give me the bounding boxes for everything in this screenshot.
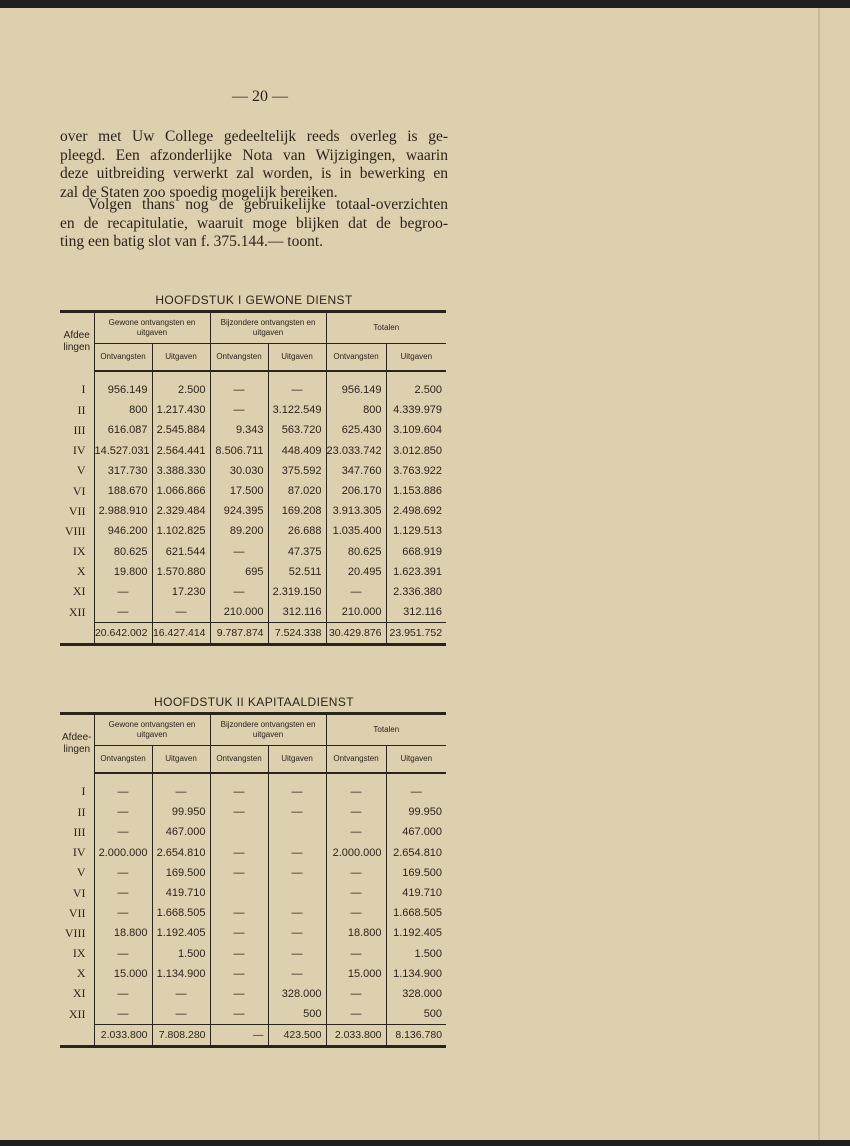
table-cell: 956.149 — [326, 371, 386, 400]
total-cell: 7.808.280 — [152, 1025, 210, 1047]
table-cell: 3.122.549 — [268, 400, 326, 420]
afdeeling-label: II — [77, 402, 86, 417]
table-cell: 2.654.810 — [386, 843, 446, 863]
table-cell: 2.500 — [386, 371, 446, 400]
table-row — [60, 461, 446, 481]
table-cell: — — [326, 773, 386, 802]
table-cell: 23.033.742 — [326, 441, 386, 461]
table-cell: 19.800 — [94, 562, 152, 582]
table-cell: — — [326, 1004, 386, 1025]
afdeeling-label: I — [81, 784, 86, 799]
table-cell — [268, 822, 326, 842]
afdeeling-label: VII — [68, 503, 86, 518]
table-cell: — — [268, 903, 326, 923]
table-row — [60, 1004, 446, 1025]
sub-ontvangsten: Ontvangsten — [94, 746, 152, 774]
page-fold — [818, 8, 820, 1140]
table-cell: 500 — [386, 1004, 446, 1025]
table-cell: 1.623.391 — [386, 562, 446, 582]
table-cell: — — [210, 582, 268, 602]
table-row — [60, 562, 446, 582]
table-cell: 1.500 — [386, 944, 446, 964]
table-cell: — — [386, 773, 446, 802]
gewone-dienst-table — [60, 310, 446, 646]
table-cell: — — [326, 802, 386, 822]
table-cell: — — [268, 802, 326, 822]
afdeeling-label: V — [76, 865, 86, 880]
paragraph-line: ting een batig slot van f. 375.144.— toont. — [60, 233, 324, 250]
table-cell: — — [94, 822, 152, 842]
table-cell: — — [94, 602, 152, 623]
table-cell: 80.625 — [326, 542, 386, 562]
sub-ontvangsten: Ontvangsten — [326, 746, 386, 774]
header-bijzondere: Bijzondere ontvangsten en uitgaven — [210, 312, 326, 344]
table-cell: 800 — [326, 400, 386, 420]
total-cell: 9.787.874 — [210, 623, 268, 645]
table-cell: — — [210, 542, 268, 562]
document-page — [0, 8, 850, 1140]
afdeeling-label: III — [73, 824, 86, 839]
table-cell: — — [94, 773, 152, 802]
table-cell: 169.208 — [268, 501, 326, 521]
table-row — [60, 371, 446, 400]
afdeeling-label: X — [76, 966, 86, 981]
header-bijzondere: Bijzondere ontvangsten en uitgaven — [210, 714, 326, 746]
table-cell: 17.230 — [152, 582, 210, 602]
afdeeling-label: X — [76, 564, 86, 579]
afdeeling-label: VIII — [64, 925, 86, 940]
table-cell: 312.116 — [386, 602, 446, 623]
sub-ontvangsten: Ontvangsten — [94, 344, 152, 372]
table-cell: 80.625 — [94, 542, 152, 562]
table-cell: 2.000.000 — [94, 843, 152, 863]
afdeeling-label: IX — [72, 544, 86, 559]
table1-title: HOOFDSTUK I GEWONE DIENST — [155, 293, 353, 307]
table-cell: 467.000 — [152, 822, 210, 842]
table-cell: — — [268, 923, 326, 943]
table-cell: 668.919 — [386, 542, 446, 562]
header-totalen: Totalen — [326, 312, 446, 344]
table-cell: 1.668.505 — [386, 903, 446, 923]
paragraph-line: zal de Staten zoo spoedig mogelijk bereiken. — [60, 183, 338, 201]
afdeeling-label: V — [76, 463, 86, 478]
table-cell: 2.336.380 — [386, 582, 446, 602]
table-cell: — — [268, 773, 326, 802]
totals-label — [60, 1025, 94, 1047]
totals-row — [60, 623, 446, 645]
table-cell: 328.000 — [386, 984, 446, 1004]
total-cell: 423.500 — [268, 1025, 326, 1047]
table-cell: 15.000 — [326, 964, 386, 984]
table-cell: 47.375 — [268, 542, 326, 562]
paragraph-line: over met Uw College gedeeltelijk reeds overleg is ge- — [60, 128, 448, 145]
table-cell: 2.329.484 — [152, 501, 210, 521]
table-cell: 2.500 — [152, 371, 210, 400]
paragraph-line: deze uitbreiding verwerkt zal worden, is in bewerking en — [60, 165, 448, 182]
table-cell: 20.495 — [326, 562, 386, 582]
paragraph-1 — [60, 128, 448, 202]
table-cell: 317.730 — [94, 461, 152, 481]
table-row — [60, 773, 446, 802]
table-cell: 52.511 — [268, 562, 326, 582]
sub-uitgaven: Uitgaven — [152, 746, 210, 774]
table-row — [60, 542, 446, 562]
table-cell: 3.388.330 — [152, 461, 210, 481]
table-cell: 18.800 — [94, 923, 152, 943]
afdeeling-label: XI — [72, 584, 86, 599]
sub-uitgaven: Uitgaven — [386, 344, 446, 372]
table-cell: 312.116 — [268, 602, 326, 623]
table-cell: 1.153.886 — [386, 481, 446, 501]
table-cell: — — [326, 903, 386, 923]
afdeeling-label: XII — [68, 604, 86, 619]
table-cell: 1.668.505 — [152, 903, 210, 923]
table-cell: 169.500 — [152, 863, 210, 883]
table-cell: — — [326, 883, 386, 903]
table-cell: — — [210, 773, 268, 802]
table-cell: — — [210, 400, 268, 420]
table-cell: — — [268, 863, 326, 883]
table-cell: 800 — [94, 400, 152, 420]
table-cell: 89.200 — [210, 521, 268, 541]
table-cell: 210.000 — [210, 602, 268, 623]
table-cell: 347.760 — [326, 461, 386, 481]
table-cell: 2.545.884 — [152, 420, 210, 440]
table-cell: 616.087 — [94, 420, 152, 440]
total-cell: 16.427.414 — [152, 623, 210, 645]
table-cell: — — [94, 863, 152, 883]
header-gewone: Gewone ontvangsten en uitgaven — [94, 714, 210, 746]
sub-uitgaven: Uitgaven — [386, 746, 446, 774]
table-cell: — — [268, 944, 326, 964]
table-row — [60, 843, 446, 863]
table-cell: 206.170 — [326, 481, 386, 501]
total-cell: 7.524.338 — [268, 623, 326, 645]
table-cell: 1.035.400 — [326, 521, 386, 541]
table-cell: 924.395 — [210, 501, 268, 521]
afdeeling-label: VIII — [64, 523, 86, 538]
table-cell: — — [268, 371, 326, 400]
page-number: — 20 — — [232, 88, 288, 105]
header-gewone: Gewone ontvangsten en uitgaven — [94, 312, 210, 344]
table-cell: — — [152, 773, 210, 802]
afdeeling-label: VII — [68, 905, 86, 920]
table-cell: 1.192.405 — [386, 923, 446, 943]
table-cell: 500 — [268, 1004, 326, 1025]
paragraph-2 — [60, 196, 448, 252]
afdeeling-label: II — [77, 804, 86, 819]
header-totalen: Totalen — [326, 714, 446, 746]
table-row — [60, 863, 446, 883]
table-row — [60, 883, 446, 903]
table-cell: 17.500 — [210, 481, 268, 501]
table-cell: — — [210, 944, 268, 964]
table-cell: 467.000 — [386, 822, 446, 842]
table-cell: 2.988.910 — [94, 501, 152, 521]
table-cell: — — [268, 964, 326, 984]
total-cell: 2.033.800 — [94, 1025, 152, 1047]
table-cell: 1.217.430 — [152, 400, 210, 420]
table-cell: 2.498.692 — [386, 501, 446, 521]
sub-ontvangsten: Ontvangsten — [326, 344, 386, 372]
table-cell: — — [326, 944, 386, 964]
table-cell: 563.720 — [268, 420, 326, 440]
total-cell: 30.429.876 — [326, 623, 386, 645]
table-cell: 14.527.031 — [94, 441, 152, 461]
table-cell: 30.030 — [210, 461, 268, 481]
table-cell: 375.592 — [268, 461, 326, 481]
table-row — [60, 802, 446, 822]
table-row — [60, 944, 446, 964]
table-cell: 8.506.711 — [210, 441, 268, 461]
table-cell: — — [152, 984, 210, 1004]
table-cell: 26.688 — [268, 521, 326, 541]
table-cell: 1.192.405 — [152, 923, 210, 943]
table-row — [60, 521, 446, 541]
table-cell: 448.409 — [268, 441, 326, 461]
afdeeling-label: VI — [72, 885, 86, 900]
table-cell: 328.000 — [268, 984, 326, 1004]
totals-row — [60, 1025, 446, 1047]
table-cell: 1.066.866 — [152, 481, 210, 501]
afdeeling-label: I — [81, 382, 86, 397]
table-cell — [210, 822, 268, 842]
table-cell: 1.134.900 — [152, 964, 210, 984]
table-cell: 9.343 — [210, 420, 268, 440]
sub-uitgaven: Uitgaven — [268, 344, 326, 372]
afdeeling-label: XII — [68, 1006, 86, 1021]
table-cell — [210, 883, 268, 903]
table2-title: HOOFDSTUK II KAPITAALDIENST — [154, 695, 354, 709]
table-cell: 18.800 — [326, 923, 386, 943]
total-cell: 20.642.002 — [94, 623, 152, 645]
table-cell: — — [152, 602, 210, 623]
table-row — [60, 400, 446, 420]
afdeeling-label: III — [73, 422, 86, 437]
table-cell: 3.913.305 — [326, 501, 386, 521]
table-cell: 419.710 — [152, 883, 210, 903]
table-cell: — — [152, 1004, 210, 1025]
kapitaaldienst-table — [60, 712, 446, 1048]
table-cell: 3.763.922 — [386, 461, 446, 481]
table-cell: — — [210, 1004, 268, 1025]
table-cell: 695 — [210, 562, 268, 582]
table-row — [60, 923, 446, 943]
table-row — [60, 582, 446, 602]
table-cell: 169.500 — [386, 863, 446, 883]
table-cell: 210.000 — [326, 602, 386, 623]
table-cell: — — [210, 964, 268, 984]
table-cell: — — [210, 863, 268, 883]
table-row — [60, 903, 446, 923]
paragraph-line: en de recapitulatie, waaruit moge blijken dat de begroo- — [60, 214, 448, 232]
table-cell: — — [210, 923, 268, 943]
table-cell: — — [94, 582, 152, 602]
table-cell: 188.670 — [94, 481, 152, 501]
table-cell: — — [94, 984, 152, 1004]
table-cell: 2.654.810 — [152, 843, 210, 863]
total-cell: 8.136.780 — [386, 1025, 446, 1047]
sub-uitgaven: Uitgaven — [268, 746, 326, 774]
table-cell: — — [94, 802, 152, 822]
table-cell: 621.544 — [152, 542, 210, 562]
table-cell: 1.134.900 — [386, 964, 446, 984]
table-cell: 419.710 — [386, 883, 446, 903]
table-cell: 3.109.604 — [386, 420, 446, 440]
paragraph-line: Volgen thans nog de gebruikelijke totaal-overzichten — [88, 196, 448, 213]
table-row — [60, 501, 446, 521]
table-cell: — — [94, 883, 152, 903]
table-cell: 87.020 — [268, 481, 326, 501]
table-cell: 1.500 — [152, 944, 210, 964]
table-row — [60, 602, 446, 623]
table-cell: 2.000.000 — [326, 843, 386, 863]
table-cell: — — [268, 843, 326, 863]
table-row — [60, 441, 446, 461]
table-row — [60, 964, 446, 984]
table-cell: 1.570.880 — [152, 562, 210, 582]
col-afdeelingen: Afdee- lingen — [60, 714, 94, 774]
table-cell: — — [326, 863, 386, 883]
table-cell: 625.430 — [326, 420, 386, 440]
totals-label — [60, 623, 94, 645]
table-row — [60, 822, 446, 842]
table-cell: — — [326, 822, 386, 842]
total-cell: 23.951.752 — [386, 623, 446, 645]
table-cell — [268, 883, 326, 903]
sub-ontvangsten: Ontvangsten — [210, 746, 268, 774]
afdeeling-label: IV — [72, 845, 86, 860]
table-cell: 2.564.441 — [152, 441, 210, 461]
total-cell: 2.033.800 — [326, 1025, 386, 1047]
table-cell: — — [326, 984, 386, 1004]
sub-uitgaven: Uitgaven — [152, 344, 210, 372]
afdeeling-label: XI — [72, 986, 86, 1001]
paragraph-line: pleegd. Een afzonderlijke Nota van Wijzigingen, waarin — [60, 146, 448, 164]
sub-ontvangsten: Ontvangsten — [210, 344, 268, 372]
afdeeling-label: IV — [72, 443, 86, 458]
table-cell: 1.129.513 — [386, 521, 446, 541]
table-cell: — — [210, 802, 268, 822]
table-row — [60, 420, 446, 440]
table-cell: — — [210, 843, 268, 863]
table-cell: 3.012.850 — [386, 441, 446, 461]
table-cell: 946.200 — [94, 521, 152, 541]
afdeeling-label: VI — [72, 483, 86, 498]
table-cell: 2.319.150 — [268, 582, 326, 602]
table-cell: — — [210, 984, 268, 1004]
table-cell: — — [326, 582, 386, 602]
table-cell: — — [94, 1004, 152, 1025]
table-row — [60, 984, 446, 1004]
table-cell: 4.339.979 — [386, 400, 446, 420]
total-cell: — — [210, 1025, 268, 1047]
table-cell: 99.950 — [152, 802, 210, 822]
table-cell: 1.102.825 — [152, 521, 210, 541]
table-cell: 956.149 — [94, 371, 152, 400]
table-cell: — — [210, 371, 268, 400]
table-cell: 99.950 — [386, 802, 446, 822]
table-cell: — — [94, 944, 152, 964]
afdeeling-label: IX — [72, 946, 86, 961]
table-cell: — — [94, 903, 152, 923]
col-afdeelingen: Afdee lingen — [60, 312, 94, 372]
table-cell: — — [210, 903, 268, 923]
table-row — [60, 481, 446, 501]
table-cell: 15.000 — [94, 964, 152, 984]
